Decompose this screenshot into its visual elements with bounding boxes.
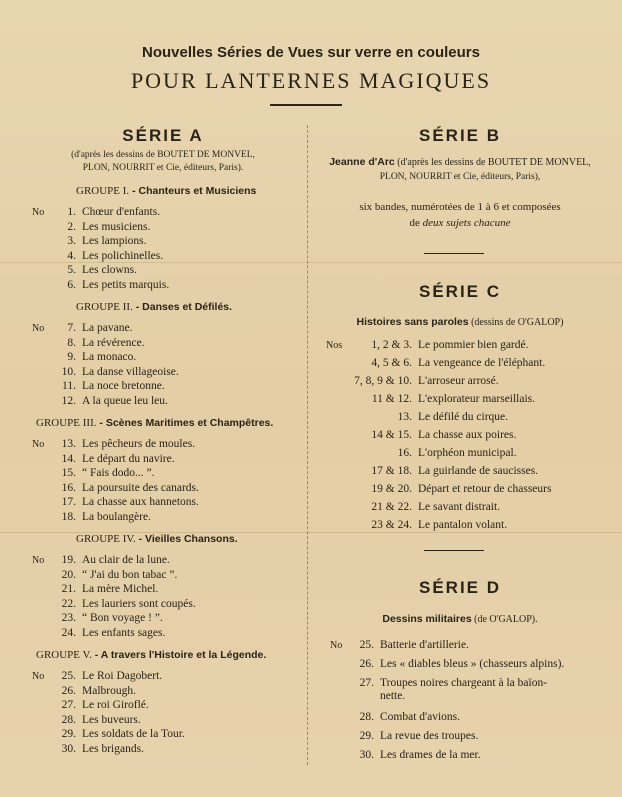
item-title: La révérence. — [82, 336, 145, 349]
group-title: - Danses et Défilés. — [132, 301, 233, 313]
item-title: La vengeance de l'éléphant. — [418, 357, 546, 369]
list-item — [32, 205, 160, 219]
list-item — [32, 495, 199, 509]
serie-a-title: SÉRIE A — [122, 126, 204, 145]
serie-a-credit-line2: PLON, NOURRIT et Cie, éditeurs, Paris). — [82, 163, 244, 173]
item-number: 17. — [61, 496, 76, 509]
group-label: GROUPE III. — [36, 417, 97, 429]
list-item — [32, 684, 136, 698]
list-item — [32, 365, 179, 379]
list-item — [32, 452, 175, 466]
serie-d-subtitle — [318, 613, 602, 625]
list-item — [326, 410, 508, 424]
item-number: 26. — [61, 684, 76, 697]
list-item — [32, 336, 145, 350]
list-item — [326, 446, 517, 460]
item-number: 11. — [62, 380, 76, 393]
serie-a-credit-line1: (d'après les dessins de BOUTET DE MONVEL, — [71, 150, 255, 160]
group-heading — [76, 301, 232, 313]
item-title: L'arroseur arrosé. — [418, 375, 499, 387]
list-item — [32, 510, 151, 524]
item-title: Au clair de la lune. — [82, 554, 170, 566]
list-item — [326, 374, 499, 388]
section-rule — [424, 253, 484, 254]
item-title: Les lampions. — [82, 235, 147, 248]
item-title: La poursuite des canards. — [82, 481, 199, 494]
item-title: Combat d'avions. — [380, 711, 461, 723]
item-title: La guirlande de saucisses. — [418, 465, 539, 477]
list-item — [326, 464, 538, 478]
serie-b-description-line2 — [318, 217, 602, 229]
list-item — [326, 392, 535, 406]
list-item — [326, 482, 551, 496]
header-subtitle: Nouvelles Séries de Vues sur verre en couleurs — [142, 44, 480, 61]
item-title: Les buveurs. — [82, 713, 141, 726]
list-item — [32, 713, 141, 727]
item-prefix: No — [32, 323, 45, 334]
item-title: Chœur d'enfants. — [82, 206, 161, 218]
list-item — [32, 582, 158, 596]
item-number: 25. — [359, 639, 374, 651]
item-number: 29. — [359, 730, 374, 742]
item-title: “ Bon voyage ! ”. — [82, 612, 163, 625]
list-item — [32, 669, 162, 683]
list-item — [326, 338, 529, 352]
group-label: GROUPE I. — [76, 185, 130, 197]
item-title: Troupes noires chargeant à la baïon- — [380, 677, 548, 689]
item-number: 19 & 20. — [371, 483, 412, 495]
item-title: La noce bretonne. — [82, 380, 165, 393]
item-number: 23 & 24. — [371, 519, 412, 531]
item-prefix: No — [32, 555, 45, 566]
item-prefix: No — [32, 439, 45, 450]
item-number: 16. — [397, 447, 412, 459]
serie-b-subject: Jeanne d'Arc — [329, 156, 395, 168]
item-number: 3. — [67, 235, 76, 248]
header-title: POUR LANTERNES MAGIQUES — [130, 68, 492, 93]
list-item — [32, 263, 137, 277]
item-title: La boulangère. — [82, 511, 151, 523]
item-title: Le départ du navire. — [82, 452, 175, 465]
item-number: 30. — [359, 749, 374, 761]
item-title: L'explorateur marseillais. — [418, 393, 536, 405]
item-title: “ Fais dodo... ”. — [82, 467, 155, 480]
item-number: 2. — [67, 220, 76, 233]
group-heading — [76, 185, 256, 197]
serie-c-subtitle-bold: Histoires sans paroles — [356, 316, 469, 328]
item-number: 8. — [67, 336, 76, 349]
group-heading — [76, 533, 238, 545]
list-item — [32, 568, 177, 582]
serie-b-credit-line1 — [318, 156, 602, 168]
item-title: L'orphéon municipal. — [418, 447, 517, 459]
item-number: 13. — [61, 438, 76, 450]
item-title: “ J'ai du bon tabac ”. — [82, 568, 178, 581]
item-number: 14 & 15. — [371, 429, 412, 441]
item-title: Les musiciens. — [82, 220, 151, 233]
item-number: 11 & 12. — [371, 393, 412, 405]
group-heading — [36, 417, 273, 429]
list-item — [330, 748, 481, 762]
item-number: 24. — [61, 627, 76, 639]
item-number: 13. — [397, 411, 412, 423]
item-title: La revue des troupes. — [380, 730, 479, 742]
item-title: Les enfants sages. — [82, 627, 166, 639]
item-prefix: No — [32, 671, 45, 682]
item-number: 25. — [61, 670, 76, 682]
item-title: Le pommier bien gardé. — [418, 339, 529, 351]
item-title: La pavane. — [82, 322, 133, 334]
item-number: 1, 2 & 3. — [371, 339, 412, 351]
list-item — [326, 500, 500, 514]
item-number: 9. — [67, 351, 76, 364]
item-title: La mère Michel. — [82, 583, 159, 596]
item-number: 7. — [67, 322, 76, 334]
serie-c-subtitle-rest: (dessins de O'GALOP) — [468, 317, 564, 328]
group-title: - Chanteurs et Musiciens — [129, 185, 257, 197]
list-item — [32, 553, 170, 567]
list-item — [330, 676, 547, 690]
list-item — [32, 220, 150, 234]
header-rule — [270, 104, 342, 106]
item-number: 12. — [61, 395, 76, 407]
item-title: Les « diables bleus » (chasseurs alpins). — [380, 658, 565, 670]
item-number: 20. — [61, 568, 76, 581]
item-prefix: No — [32, 207, 45, 218]
item-number: 28. — [359, 711, 374, 723]
item-number: 6. — [67, 279, 76, 291]
item-title: Le pantalon volant. — [418, 519, 508, 531]
item-number: 5. — [67, 264, 76, 277]
list-item — [330, 710, 460, 724]
item-number: 17 & 18. — [371, 465, 412, 477]
item-number: 14. — [61, 452, 76, 465]
list-item — [326, 356, 545, 370]
serie-d-subtitle-rest: (de O'GALOP). — [471, 614, 538, 625]
item-title: Les petits marquis. — [82, 279, 170, 291]
column-separator — [307, 125, 309, 765]
item-number: 19. — [61, 554, 76, 566]
item-number: 26. — [359, 658, 374, 670]
item-number: 30. — [61, 743, 76, 755]
serie-c-subtitle — [318, 316, 602, 328]
section-rule — [424, 550, 484, 551]
item-title: Le savant distrait. — [418, 501, 501, 513]
list-item — [32, 698, 149, 712]
item-title: La monaco. — [82, 351, 137, 364]
item-number: 15. — [61, 467, 76, 480]
serie-b-credit-text: (d'après les dessins de BOUTET DE MONVEL, — [394, 157, 591, 168]
list-item — [32, 249, 163, 263]
item-number: 10. — [61, 365, 76, 378]
list-item — [32, 727, 185, 741]
item-title: Batterie d'artillerie. — [380, 639, 469, 651]
list-item-continuation: nette. — [380, 690, 406, 702]
list-item — [32, 611, 163, 625]
list-item — [32, 481, 199, 495]
item-number: 4, 5 & 6. — [371, 357, 412, 369]
serie-b-description: six bandes, numérotées de 1 à 6 et composées — [359, 201, 561, 213]
item-number: 21. — [61, 583, 76, 596]
item-title: La danse villageoise. — [82, 365, 179, 378]
list-item — [330, 657, 564, 671]
group-label: GROUPE IV. — [76, 533, 136, 545]
item-title: Les clowns. — [82, 264, 137, 277]
item-number: 7, 8, 9 & 10. — [354, 375, 412, 387]
serie-b-title: SÉRIE B — [418, 126, 502, 145]
item-title: Les lauriers sont coupés. — [82, 597, 196, 610]
serie-d-title: SÉRIE D — [418, 578, 502, 597]
item-title: Le défilé du cirque. — [418, 411, 509, 423]
group-title: - Scènes Maritimes et Champêtres. — [96, 417, 274, 429]
item-number: 4. — [67, 249, 76, 262]
item-number: 23. — [61, 612, 76, 625]
item-number: 16. — [61, 481, 76, 494]
list-item — [32, 350, 136, 364]
serie-d-subtitle-bold: Dessins militaires — [382, 613, 472, 625]
item-number: 18. — [61, 511, 76, 523]
list-item — [32, 278, 169, 292]
item-number: 28. — [61, 713, 76, 726]
item-number: 1. — [67, 206, 76, 218]
item-number: 21 & 22. — [371, 501, 412, 513]
item-title: La chasse aux poires. — [418, 429, 517, 441]
list-item — [330, 729, 478, 743]
item-title: Le roi Giroflé. — [82, 699, 149, 712]
item-number: 29. — [61, 728, 76, 741]
item-number: 22. — [61, 597, 76, 610]
item-title: Le Roi Dagobert. — [82, 670, 163, 682]
item-title: Les drames de la mer. — [380, 749, 481, 761]
item-title: Départ et retour de chasseurs — [418, 483, 552, 495]
item-prefix: Nos — [326, 340, 343, 351]
list-item — [32, 437, 195, 451]
list-item — [32, 466, 155, 480]
item-prefix: No — [330, 640, 343, 651]
group-label: GROUPE II. — [76, 301, 133, 313]
group-title: - Vieilles Chansons. — [135, 533, 238, 545]
item-title: Les polichinelles. — [82, 249, 164, 262]
item-title: A la queue leu leu. — [82, 395, 168, 407]
group-label: GROUPE V. — [36, 649, 92, 661]
item-number: 27. — [359, 677, 374, 689]
item-title: Les pêcheurs de moules. — [82, 438, 196, 450]
serie-b-desc-plain: de — [409, 217, 423, 229]
list-item — [326, 518, 507, 532]
list-item — [326, 428, 516, 442]
item-number: 27. — [61, 699, 76, 712]
list-item — [32, 234, 147, 248]
item-title: La chasse aux hannetons. — [82, 496, 199, 509]
item-title: Les soldats de la Tour. — [82, 728, 185, 741]
list-item — [32, 597, 196, 611]
list-item — [330, 638, 469, 652]
item-title: Les brigands. — [82, 743, 144, 755]
list-item — [32, 394, 168, 408]
serie-c-title: SÉRIE C — [418, 282, 502, 301]
list-item — [32, 626, 165, 640]
group-heading — [36, 649, 266, 661]
list-item — [32, 321, 132, 335]
list-item — [32, 379, 165, 393]
item-title: Malbrough. — [82, 684, 136, 697]
list-item — [32, 742, 144, 756]
group-title: - A travers l'Histoire et la Légende. — [91, 649, 267, 661]
serie-b-desc-italic: deux sujets chacune — [422, 217, 511, 229]
serie-b-credit-line2: PLON, NOURRIT et Cie, éditeurs, Paris), — [379, 172, 541, 182]
